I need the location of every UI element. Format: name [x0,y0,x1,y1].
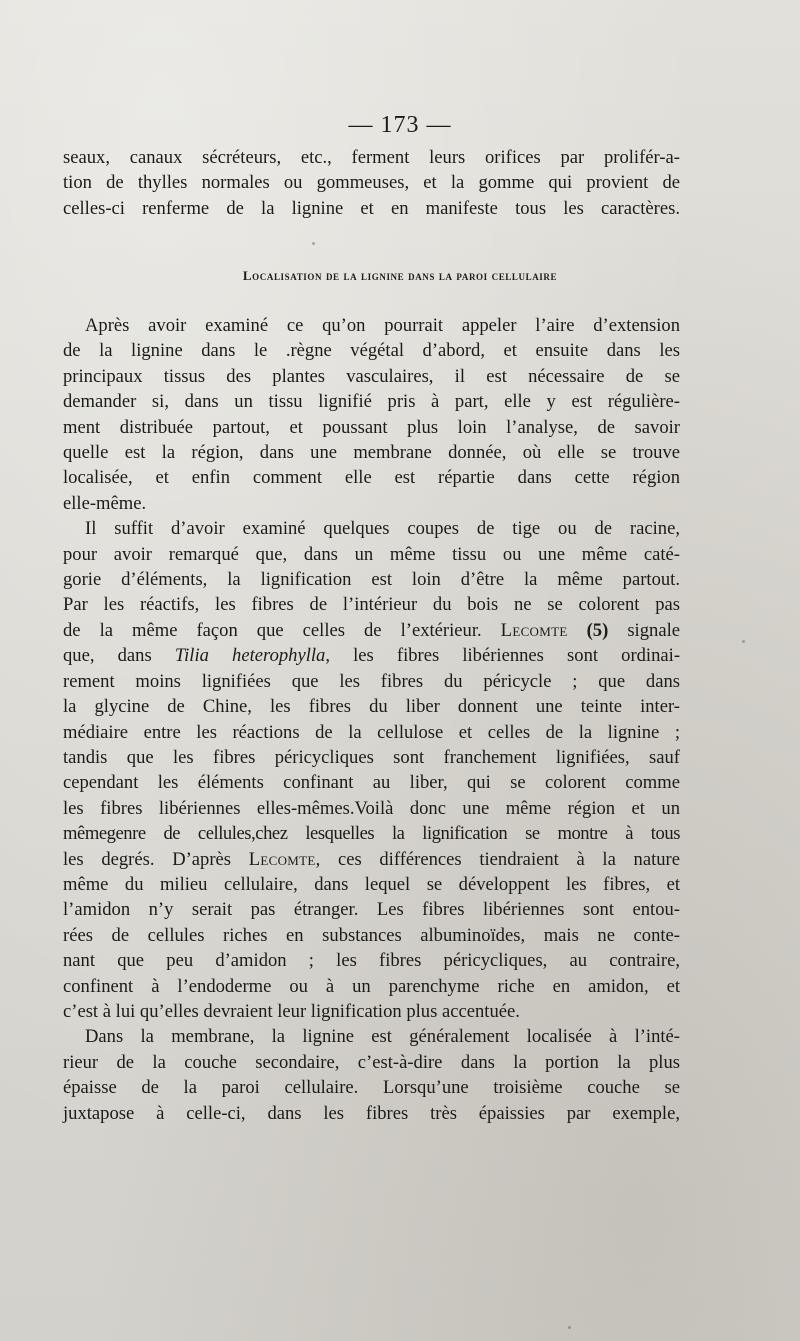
text-line: rieur de la couche secondaire, c’est-à-dire dans la portion la plus [63,1051,680,1073]
text-run: que, dans [63,645,175,667]
text-line: elle-même. [63,492,147,514]
text-line: pour avoir remarqué que, dans un même tissu ou une même caté- [63,543,680,565]
text-line: mêmegenre de cellules,chez lesquelles la lignification se montre à tous [63,823,680,845]
text-line [63,847,680,872]
text-line: Il suffit d’avoir examiné quelques coupes de tige ou de racine, [85,518,680,540]
text-line: épaisse de la paroi cellulaire. Lorsqu’une troisième couche se [63,1077,680,1099]
text-line: confinent à l’endoderme ou à un parenchyme riche en amidon, et [63,975,680,997]
text-line: Dans la membrane, la lignine est généralement localisée à l’inté- [85,1026,680,1048]
main-text [63,313,680,1126]
text-run: signale [608,619,680,641]
text-line: seaux, canaux sécréteurs, etc., ferment leurs orifices par prolifér-a- [63,147,680,168]
text-line: même du milieu cellulaire, dans lequel se développent les fibres, et [63,873,680,895]
reference-number: (5) [586,619,609,641]
paper-speck [312,242,315,245]
text-line: tion de thylles normales ou gommeuses, et la gomme qui provient de [63,172,680,194]
text-line: quelle est la région, dans une membrane donnée, où elle se trouve [63,442,680,464]
text-line: rées de cellules riches en substances albuminoïdes, mais ne conte- [63,924,680,946]
text-line [63,618,680,643]
text-line: médiaire entre les réactions de la cellulose et celles de la lignine ; [63,721,680,743]
text-line: c’est à lui qu’elles devraient leur lignification plus accentuée. [63,1000,520,1022]
page-number: — 173 — [348,112,452,138]
author-name: Lecomte [248,848,316,870]
text-run: les degrés. D’après [63,848,249,870]
text-line [63,643,680,668]
paper-speck [568,1326,571,1329]
text-line: gorie d’éléments, la lignification est loin d’être la même partout. [63,569,680,591]
text-line: rement moins lignifiées que les fibres du péricycle ; que dans [63,670,680,692]
text-line: Par les réactifs, les fibres de l’intérieur du bois ne se colorent pas [63,594,680,616]
text-run: , les fibres libériennes sont ordinai- [325,645,681,667]
text-run: de la même façon que celles de l’extérieur. [63,619,501,641]
text-line: ment distribuée partout, et poussant plus loin l’analyse, de savoir [63,416,680,438]
text-line: les fibres libériennes elles-mêmes.Voilà donc une même région et un [63,797,680,819]
text-line: de la lignine dans le .règne végétal d’abord, et ensuite dans les [63,340,680,362]
text-line: demander si, dans un tissu lignifié pris à part, elle y est régulière- [63,391,680,413]
text-line: celles-ci renferme de la lignine et en manifeste tous les caractères. [63,197,680,219]
text-line: l’amidon n’y serait pas étranger. Les fibres libériennes sont entou- [63,899,680,921]
text-line: la glycine de Chine, les fibres du liber donnent une teinte inter- [63,696,680,718]
text-line: tandis que les fibres péricycliques sont franchement lignifiées, sauf [63,746,680,768]
intro-paragraph [63,145,680,221]
paper-speck [742,640,745,643]
text-line: juxtapose à celle-ci, dans les fibres très épaissies par exemple, [63,1102,680,1124]
section-heading: Localisation de la lignine dans la paroi cellulaire [242,268,558,283]
text-line: nant que peu d’amidon ; les fibres péricycliques, au contraire, [63,950,680,972]
author-name: Lecomte [500,619,568,641]
species-name: Tilia heterophylla [174,645,326,667]
text-line: localisée, et enfin comment elle est répartie dans cette région [63,467,680,489]
text-line: cependant les éléments confinant au liber, qui se colorent comme [63,772,680,794]
text-line: principaux tissus des plantes vasculaires, il est nécessaire de se [63,365,680,387]
text-line: Après avoir examiné ce qu’on pourrait appeler l’aire d’extension [85,315,680,336]
text-run: , ces différences tiendraient à la nature [315,848,680,870]
